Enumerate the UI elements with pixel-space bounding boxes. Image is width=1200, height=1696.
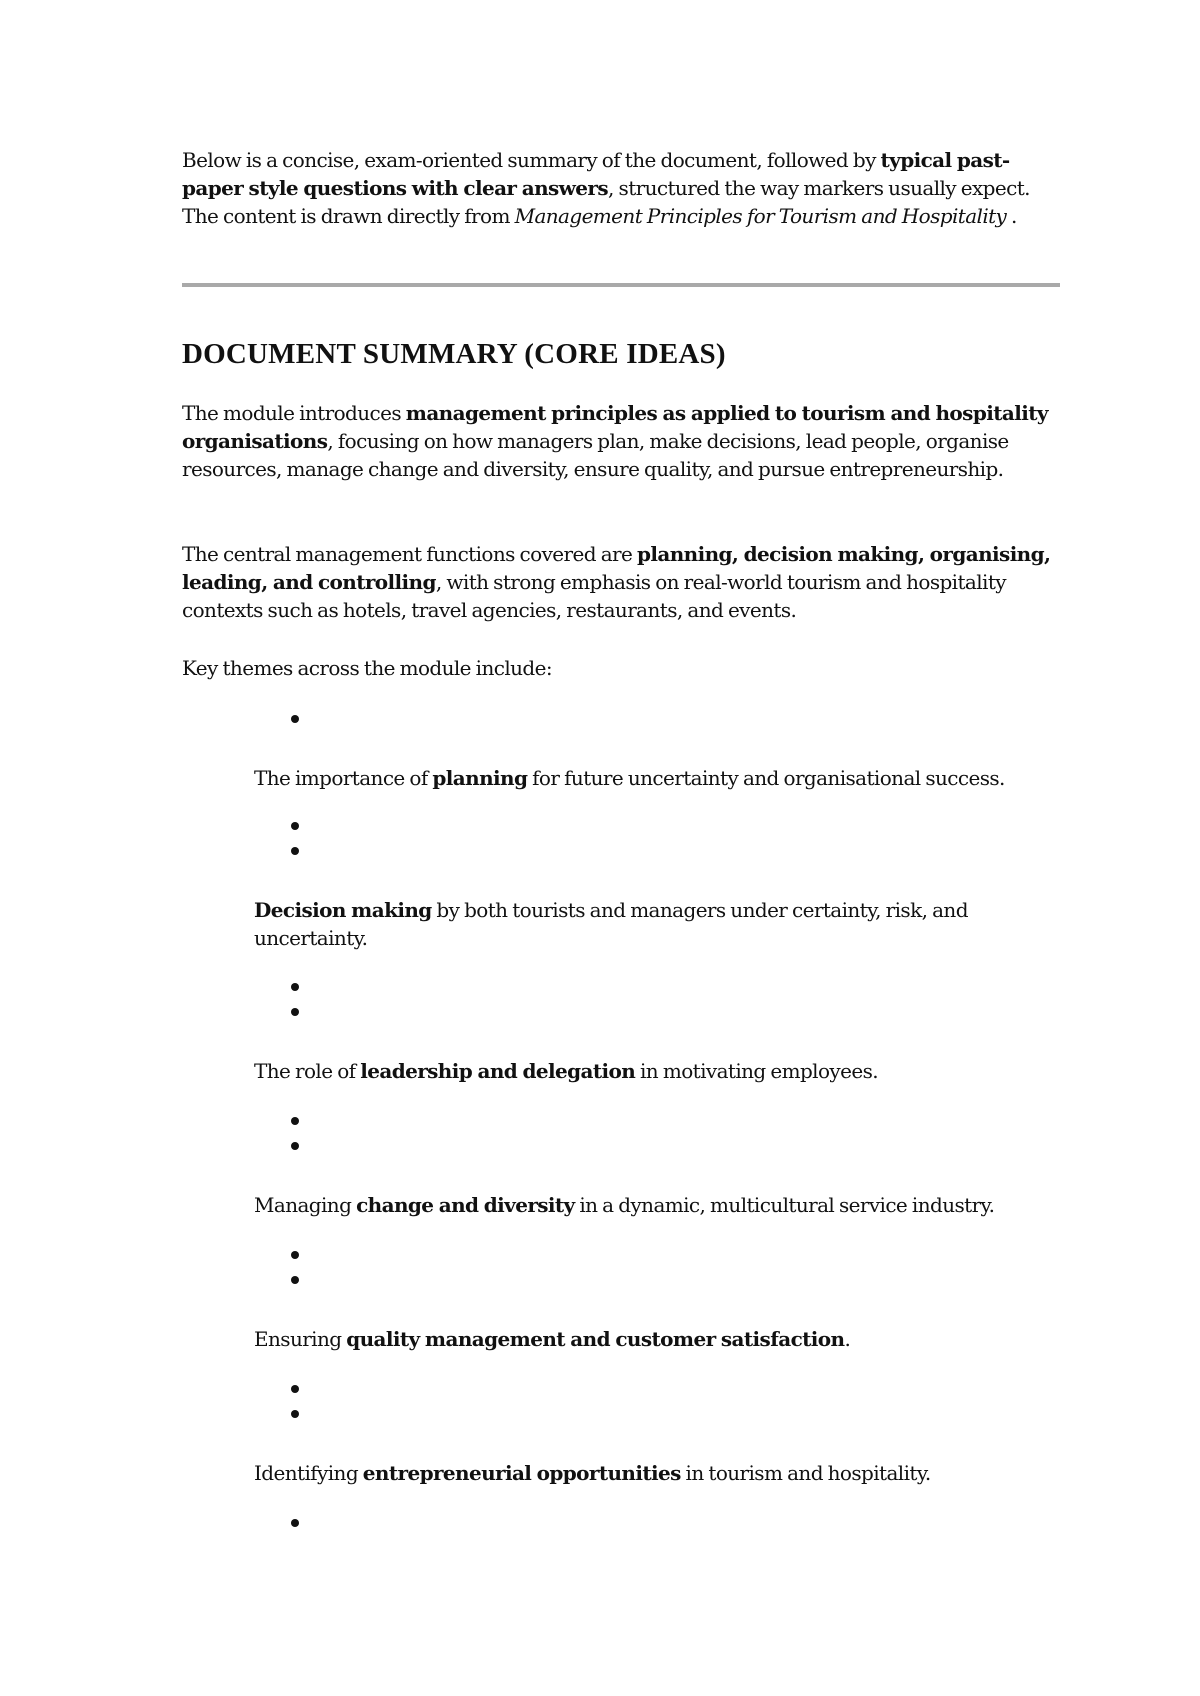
theme-text: . — [844, 1327, 851, 1351]
intro-text-1: Below is a concise, exam-oriented summary of the document, followed by — [182, 148, 881, 172]
bullet-dot — [291, 715, 299, 723]
list-item — [254, 1325, 1034, 1353]
bullet-dot — [291, 1385, 299, 1393]
list-item — [254, 896, 1034, 952]
bullet-dot — [291, 1251, 299, 1259]
bullet-dot — [291, 822, 299, 830]
bullet-dot — [291, 1117, 299, 1125]
bullet-dot — [291, 1142, 299, 1150]
bullet-dot — [291, 1519, 299, 1527]
theme-bold: change and diversity — [356, 1193, 575, 1217]
bullet-dot — [291, 1008, 299, 1016]
theme-text: for future uncertainty and organisational success. — [527, 766, 1005, 790]
intro-text-2: , structured the way markers usually expect. The content is drawn directly from — [182, 176, 1030, 228]
theme-text: The importance of — [254, 766, 433, 790]
list-item — [254, 764, 1034, 792]
intro-paragraph — [182, 146, 1060, 230]
summary-paragraph-1 — [182, 399, 1060, 483]
summary-paragraph-3: Key themes across the module include: — [182, 656, 553, 680]
intro-text-3: . — [1006, 204, 1017, 228]
p2-text-1: The central management functions covered are — [182, 542, 637, 566]
summary-paragraph-2 — [182, 540, 1060, 624]
p1-text-2: , focusing on how managers plan, make decisions, lead people, organise resources, manage change and diversity, ensure quality, and pursue entrepreneurship. — [182, 429, 1009, 481]
p1-text-1: The module introduces — [182, 401, 406, 425]
theme-text: Identifying — [254, 1461, 363, 1485]
list-item — [254, 1057, 1034, 1085]
theme-bold: Decision making — [254, 898, 432, 922]
list-item — [254, 1459, 1034, 1487]
section-heading: DOCUMENT SUMMARY (CORE IDEAS) — [182, 338, 726, 370]
theme-bold: entrepreneurial opportunities — [362, 1461, 681, 1485]
theme-text: The role of — [254, 1059, 361, 1083]
bullet-dot — [291, 1276, 299, 1284]
bullet-dot — [291, 847, 299, 855]
p2-text-2: , with strong emphasis on real-world tourism and hospitality contexts such as hotels, travel agencies, restaurants, and events. — [182, 570, 1006, 622]
theme-bold: planning — [432, 766, 528, 790]
theme-text: Ensuring — [254, 1327, 347, 1351]
horizontal-divider — [182, 283, 1060, 287]
theme-bold: quality management and customer satisfaction — [346, 1327, 845, 1351]
intro-source-title: Management Principles for Tourism and Hospitality — [514, 204, 1007, 228]
list-item — [254, 1191, 1034, 1219]
intro-bold-1: typical past-paper style questions with clear answers — [182, 148, 1010, 200]
bullet-dot — [291, 1410, 299, 1418]
theme-text: Managing — [254, 1193, 357, 1217]
theme-text: in a dynamic, multicultural service industry. — [574, 1193, 995, 1217]
p1-bold-1: management principles as applied to tourism and hospitality organisations — [182, 401, 1048, 453]
theme-text: in motivating employees. — [635, 1059, 878, 1083]
theme-bold: leadership and delegation — [360, 1059, 636, 1083]
theme-text: in tourism and hospitality. — [680, 1461, 931, 1485]
theme-text: by both tourists and managers under certainty, risk, and uncertainty. — [254, 898, 968, 950]
p2-bold-1: planning, decision making, organising, leading, and controlling — [182, 542, 1051, 594]
bullet-dot — [291, 983, 299, 991]
